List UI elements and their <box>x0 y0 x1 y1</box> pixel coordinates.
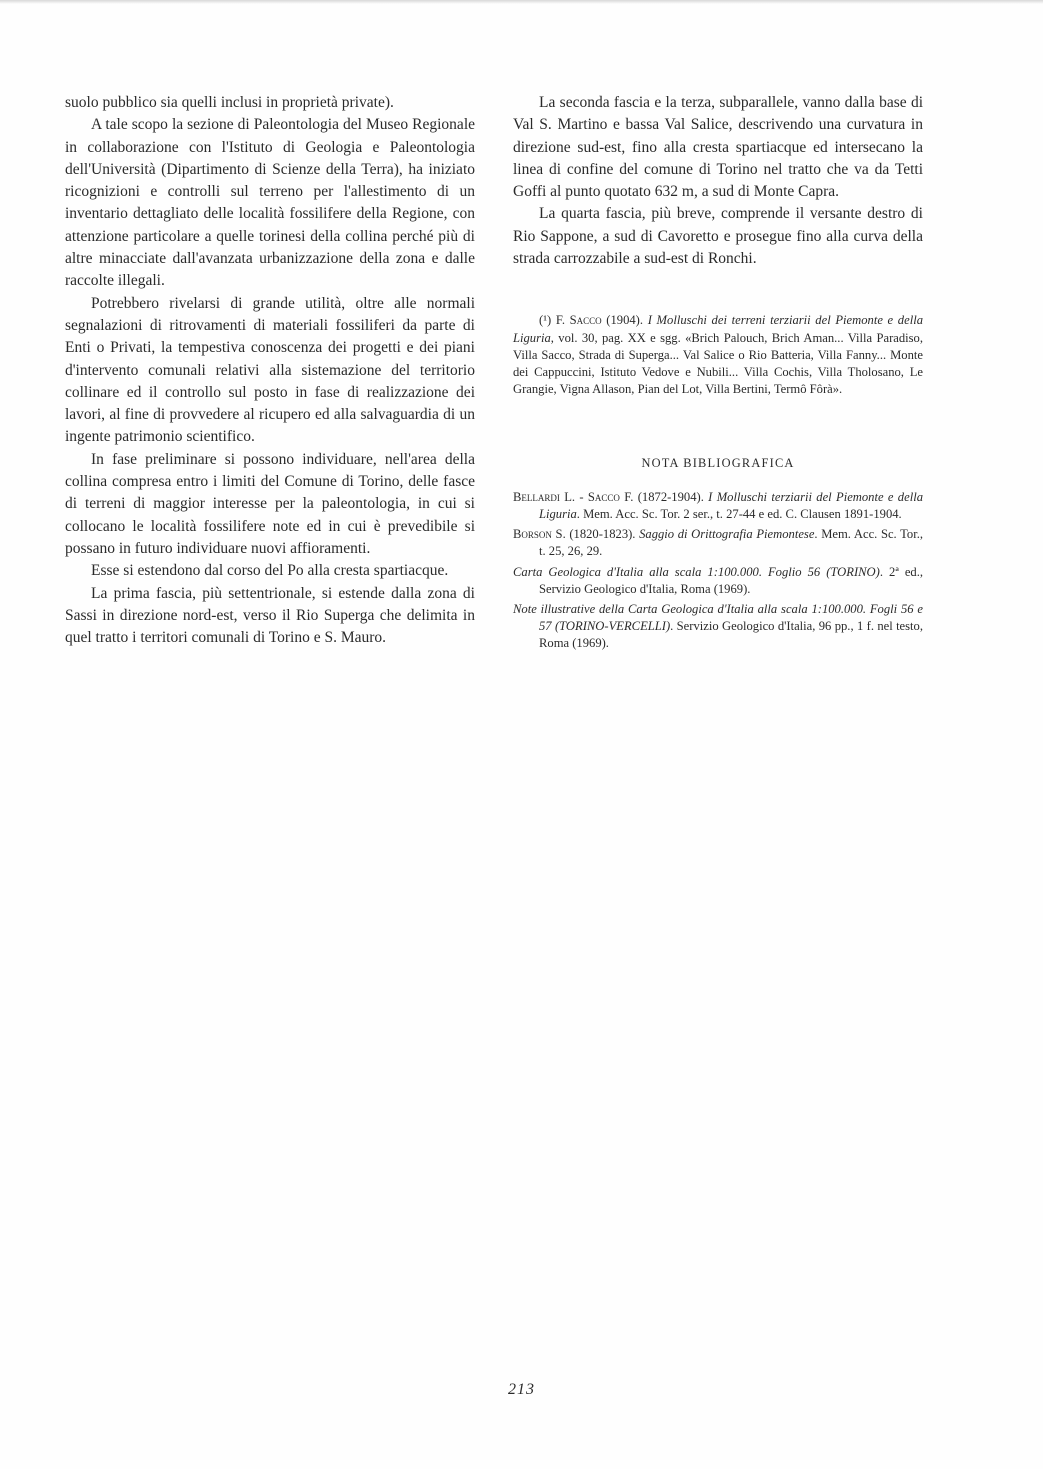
paragraph: Potrebbero rivelarsi di grande utilità, oltre alle normali segnalazioni di ritrovamenti di materiali fossiliferi da parte di Enti o Privati, la tempestiva conoscenza dei progetti e dei piani d'intervento comunali relativi alla sistemazione del territorio collinare ed il controllo sul posto in fase di realizzazione dei lavori, al fine di provvedere al ricupero ed alla salvaguardia di un ingente patrimonio scientifico. <box>65 294 475 446</box>
entry-text: . 2ª ed., Servizio Geologico d'Italia, Roma (1969). <box>539 564 924 596</box>
paragraph: A tale scopo la sezione di Paleontologia del Museo Regionale in collaborazione con l'Istituto di Geologia e Paleontologia dell'Università (Dipartimento di Scienze della Terra), ha iniziato ricognizioni e controlli sul terreno per l'allestimento di un inventario dettagliato delle località fossilifere della Regione, con attenzione particolare a quelle torinesi della collina perché più di altre minacciate dall'avanzata urbanizzazione della zona e dalle raccolte illegali. <box>65 116 475 290</box>
paragraph: La quarta fascia, più breve, comprende il versante destro di Rio Sappone, a sud di Cavoretto e prosegue fino alla curva della strada carrozzabile a sud-est di Ronchi. <box>513 205 923 268</box>
entry-title: Saggio di Orittografia Piemontese <box>639 527 815 542</box>
paragraph: Esse si estendono dal corso del Po alla cresta spartiacque. <box>91 562 449 580</box>
right-column <box>513 92 923 656</box>
footnote-year: (1904). <box>601 313 648 328</box>
paragraph: suolo pubblico sia quelli inclusi in proprietà private). <box>65 94 394 111</box>
entry-title: Carta Geologica d'Italia alla scala 1:100.000. Foglio 56 (TORINO) <box>513 564 880 579</box>
footnote-title: I Molluschi dei terreni terziarii del Piemonte e della Liguria <box>513 313 923 345</box>
entry-text: . Mem. Acc. Sc. Tor. 2 ser., t. 27-44 e ed. C. Clausen 1891-1904. <box>576 506 902 521</box>
entry-text: F. (1872-1904). <box>619 489 709 504</box>
entry-text: . Servizio Geologico d'Italia, 96 pp., 1 f. nel testo, Roma (1969). <box>539 619 923 651</box>
left-column <box>65 92 475 649</box>
entry-text: . Mem. Acc. Sc. Tor., t. 25, 26, 29. <box>539 527 923 559</box>
entry-author: Bellardi <box>513 489 560 504</box>
entry-title: Note illustrative della Carta Geologica d'Italia alla scala 1:100.000. Fogli 56 e 57 (TORINO-VERCELLI) <box>513 601 923 634</box>
page-top-edge <box>0 0 1043 4</box>
paragraph: La seconda fascia e la terza, subparallele, vanno dalla base di Val S. Martino e bassa Val Salice, descrivendo una curvatura in direzione sud-est, fino alla cresta spartiacque ed intersecano la linea di confine del comune di Torino nel tratto che va da Tetti Goffi al punto quotato 632 m, a sud di Monte Capra. <box>513 94 923 201</box>
bibliography-title: NOTA BIBLIOGRAFICA <box>641 456 795 471</box>
footnote-marker: (¹) F. <box>539 313 565 328</box>
entry-title: I Molluschi terziarii del Piemonte e della Liguria <box>539 489 923 521</box>
bibliography-entry <box>513 601 923 653</box>
bibliography-entry <box>513 564 923 598</box>
footnote-author: Sacco <box>569 313 602 328</box>
bibliography-entry <box>513 489 923 523</box>
entry-text: L. - <box>559 489 588 504</box>
paragraph: La prima fascia, più settentrionale, si estende dalla zona di Sassi in direzione nord-est, verso il Rio Superga che delimita in quel tratto i territori comunali di Torino e S. Mauro. <box>65 584 475 647</box>
entry-author: Borson <box>513 527 552 542</box>
page-number: 213 <box>508 1381 535 1398</box>
entry-text: S. (1820-1823). <box>551 527 640 542</box>
bibliography-entry <box>513 526 923 560</box>
footnote-rest: , vol. 30, pag. XX e sgg. «Brich Palouch, Brich Aman... Villa Paradiso, Villa Sacco, Strada di Superga... Val Salice o Rio Batteria, Villa Fanny... Monte dei Cappuccini, Istituto Vedove e Nubili... Villa Cochis, Villa Tholosano, Le Grangie, Vigna Allason, Pian del Lot, Villa Bertini, Termô Fôrà». <box>513 330 923 397</box>
paragraph: In fase preliminare si possono individuare, nell'area della collina compresa entro i limiti del Comune di Torino, delle fasce di terreni di maggior interesse per la paleontologia, in cui si collocano le località fossilifere note ed in cui è prevedibile si possano in futuro individuare nuovi affioramenti. <box>65 450 475 557</box>
entry-author: Sacco <box>587 489 620 504</box>
footnote <box>513 312 923 398</box>
